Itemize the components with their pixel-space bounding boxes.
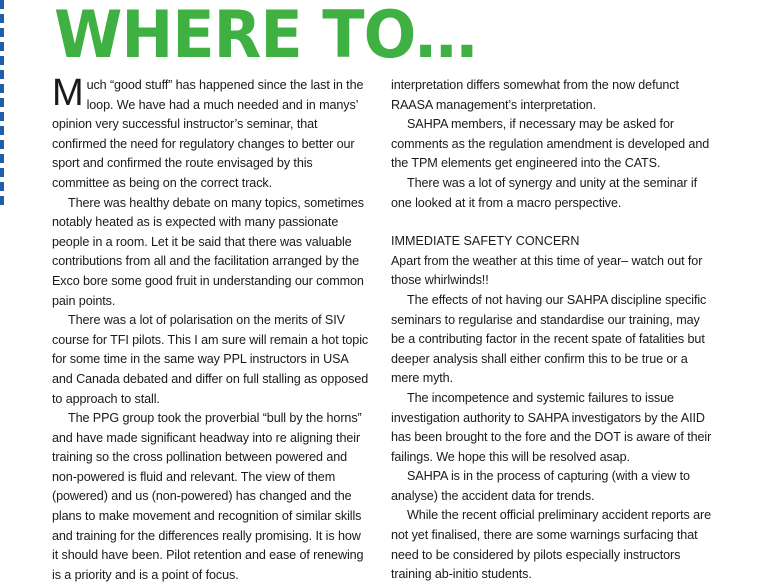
- page-edge-strip: [0, 0, 4, 210]
- right-column: [391, 76, 716, 585]
- left-paragraph-1: There was healthy debate on many topics, sometimes notably heated as is expected with many passionate people in a room. Let it be said that there was valuable contributions from all and the facilitation arranged by the Exco bore some good fruit in understanding our common pain points.: [52, 195, 365, 308]
- section-subhead: IMMEDIATE SAFETY CONCERN: [391, 234, 580, 249]
- right-paragraph-1: SAHPA members, if necessary may be asked for comments as the regulation amendment is developed and the TPM elements get engineered into the CATS.: [391, 117, 710, 171]
- section-paragraph-1: The effects of not having our SAHPA discipline specific seminars to regularise and standardise our training, may be a contributing factor in the recent spate of fatalities but deeper analysis shall either confirm this to be true or a mere myth.: [391, 292, 707, 386]
- left-paragraph-3: The PPG group took the proverbial “bull by the horns” and have made significant headway into re aligning their training so the cross pollination between powered and non-powered is fluid and relevant. The view of them (powered) and us (non-powered) has changed and the plans to make movement and recognition of similar skills and training for the differences really promising. It is how it should have been. Pilot retention and ease of renewing is a priority and is a point of focus.: [52, 411, 364, 582]
- section-paragraph-4: While the recent official preliminary accident reports are not yet finalised, there are some warnings surfacing that need to be considered by pilots especially instructors training ab-initio students.: [391, 508, 712, 582]
- article-headline: WHERE TO…: [54, 0, 477, 73]
- intro-paragraph: [52, 72, 370, 194]
- continuation-paragraph: interpretation differs somewhat from the now defunct RAASA management’s interpretation.: [391, 78, 679, 112]
- left-paragraph-2: There was a lot of polarisation on the merits of SIV course for TFI pilots. This I am sure will remain a hot topic for some time in the same way PPL instructors in USA and Canada debated and differ on full stalling as opposed to approach to stall.: [52, 313, 369, 406]
- intro-text: uch “good stuff” has happened since the last in the loop. We have had a much needed and in manys’ opinion very successful instructor’s seminar, that confirmed the need for regulatory changes to better our sport and confirmed the route envisaged by this committee as being on the correct track.: [52, 78, 364, 190]
- left-column: [52, 72, 370, 585]
- section-paragraph-2: The incompetence and systemic failures to issue investigation authority to SAHPA investigators by the AIID has been brought to the fore and the DOT is aware of their failings. We hope this will be resolved asap.: [391, 390, 712, 464]
- section-paragraph-3: SAHPA is in the process of capturing (with a view to analyse) the accident data for trends.: [391, 469, 690, 503]
- section-lead: Apart from the weather at this time of year– watch out for those whirlwinds!!: [391, 253, 703, 288]
- drop-cap: M: [52, 72, 84, 114]
- right-paragraph-2: There was a lot of synergy and unity at the seminar if one looked at it from a macro perspective.: [391, 175, 698, 210]
